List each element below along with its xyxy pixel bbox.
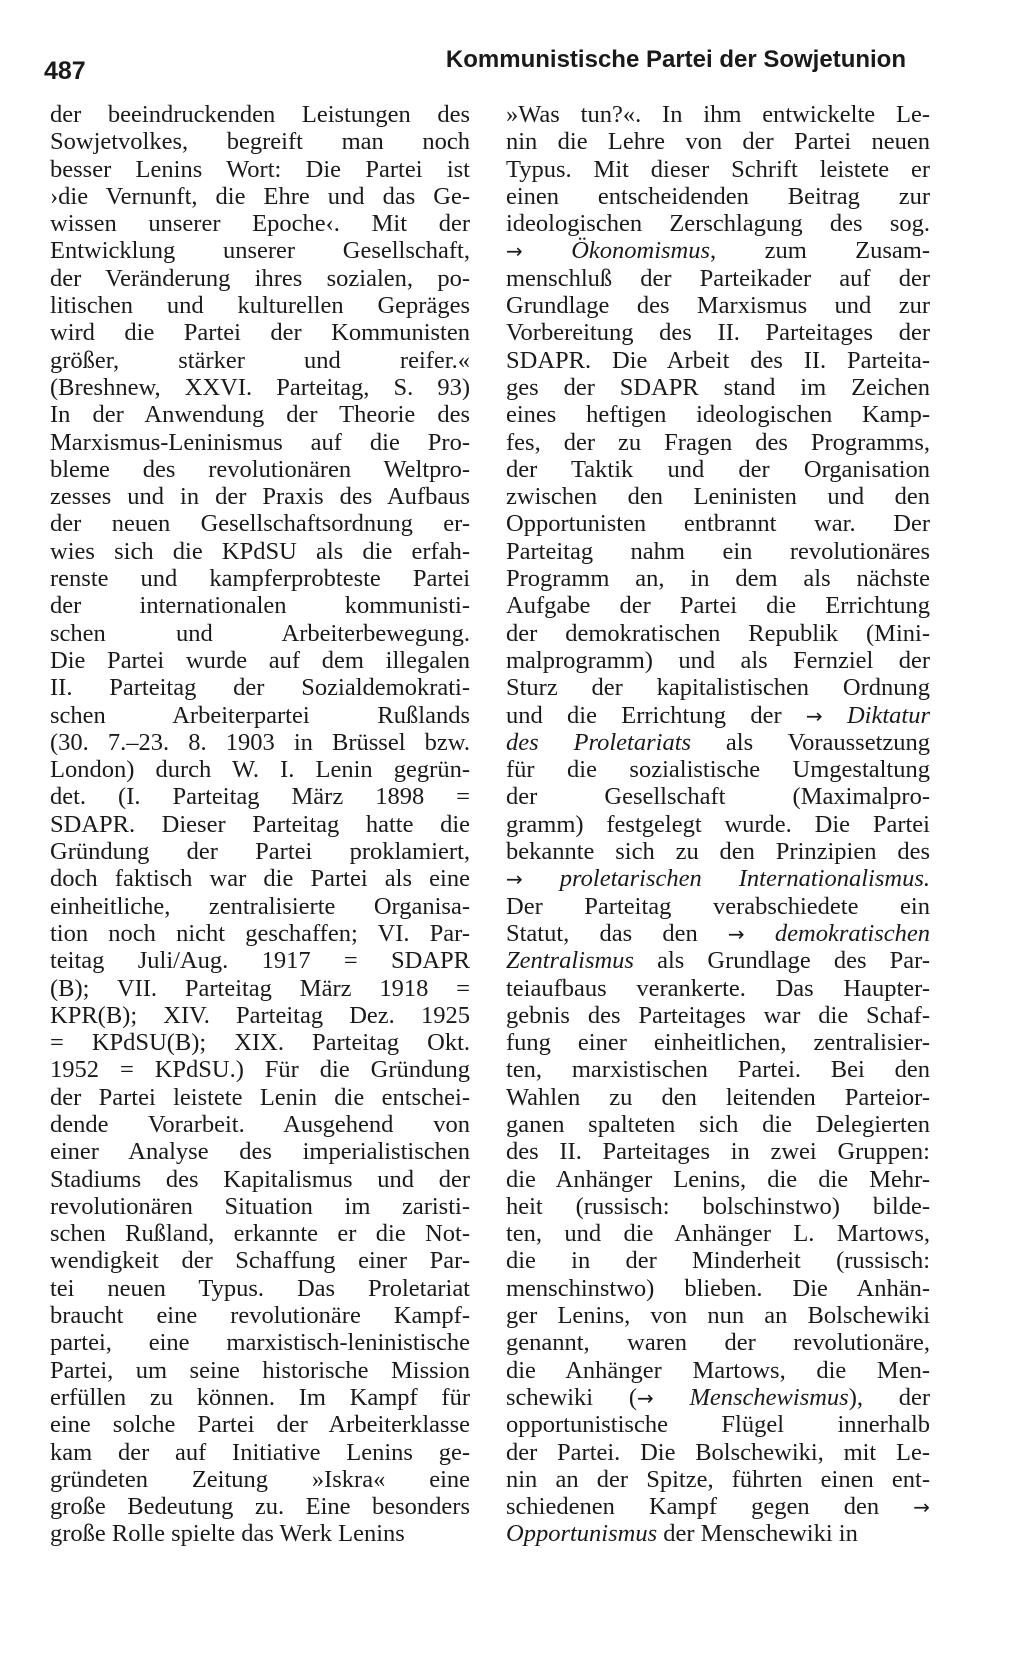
text-line bbox=[506, 1384, 930, 1411]
text-line bbox=[506, 920, 930, 947]
text-line bbox=[50, 783, 470, 810]
text-line bbox=[50, 1193, 470, 1220]
text-segment: »Was tun?«. In ihm entwickelte Le- bbox=[506, 101, 930, 128]
text-segment: größer, stärker und reifer.« bbox=[50, 346, 470, 374]
text-segment: der Partei. Die Bolschewiki, mit Le- bbox=[506, 1438, 930, 1466]
italic-term: des Proletariats bbox=[506, 728, 692, 756]
text-line bbox=[506, 401, 930, 428]
text-line bbox=[50, 729, 470, 756]
text-segment: wird die Partei der Kommunisten bbox=[50, 319, 470, 347]
text-line bbox=[50, 292, 470, 319]
text-segment: der neuen Gesellschaftsordnung er- bbox=[50, 510, 470, 538]
text-segment: einen entscheidenden Beitrag zur bbox=[506, 182, 930, 210]
text-line bbox=[50, 920, 470, 947]
text-segment: wissen unserer Epoche‹. Mit der bbox=[50, 210, 470, 238]
text-segment bbox=[523, 237, 571, 264]
text-line bbox=[506, 838, 930, 865]
text-line bbox=[506, 1002, 930, 1029]
text-segment: heit (russisch: bolschinstwo) bilde- bbox=[506, 1192, 930, 1220]
text-segment: fung einer einheitlichen, zentralisier- bbox=[506, 1029, 930, 1057]
running-head-title: Kommunistische Partei der Sowjetunion bbox=[445, 46, 906, 73]
text-segment: ten, und die Anhänger L. Martows, bbox=[506, 1220, 930, 1248]
text-line bbox=[50, 156, 470, 183]
text-line bbox=[506, 183, 930, 210]
text-segment: partei, eine marxistisch-leninistische bbox=[50, 1329, 470, 1357]
text-segment: KPR(B); XIV. Parteitag Dez. 1925 bbox=[50, 1001, 470, 1029]
text-line bbox=[50, 1329, 470, 1356]
text-segment: der Gesellschaft (Maximalpro- bbox=[506, 783, 930, 811]
text-line bbox=[50, 702, 470, 729]
text-line bbox=[50, 756, 470, 783]
text-segment: bekannte sich zu den Prinzipien des bbox=[506, 838, 930, 866]
text-segment: Programm an, in dem als nächste bbox=[506, 565, 930, 593]
text-segment: schen Rußland, erkannte er die Not- bbox=[50, 1220, 470, 1248]
text-line bbox=[50, 1302, 470, 1329]
cross-reference-arrow: → bbox=[727, 921, 745, 946]
text-line bbox=[506, 510, 930, 537]
text-segment: der Menschewiki in bbox=[657, 1520, 858, 1548]
text-line bbox=[506, 1439, 930, 1466]
text-line bbox=[506, 1084, 930, 1111]
text-line bbox=[50, 1056, 470, 1083]
text-segment: des II. Parteitages in zwei Gruppen: bbox=[506, 1138, 930, 1166]
text-segment: zesses und in der Praxis des Aufbaus bbox=[50, 483, 470, 511]
text-line bbox=[506, 1302, 930, 1329]
text-line bbox=[506, 1275, 930, 1302]
text-segment: Stadiums des Kapitalismus und der bbox=[50, 1165, 470, 1193]
text-segment: Parteitag nahm ein revolutionäres bbox=[506, 537, 930, 565]
text-segment: opportunistische Flügel innerhalb bbox=[506, 1411, 930, 1439]
text-line bbox=[50, 1384, 470, 1411]
text-segment: ten, marxistischen Partei. Bei den bbox=[506, 1056, 930, 1084]
text-line bbox=[50, 401, 470, 428]
text-line bbox=[50, 1466, 470, 1493]
text-line bbox=[506, 101, 930, 128]
text-segment: Vorbereitung des II. Parteitages der bbox=[506, 319, 930, 347]
text-segment: ges der SDAPR stand im Zeichen bbox=[506, 373, 930, 401]
text-segment: ›die Vernunft, die Ehre und das Ge- bbox=[50, 182, 470, 210]
text-segment: der internationalen kommunisti- bbox=[50, 592, 470, 620]
cross-reference-arrow: → bbox=[636, 1385, 654, 1410]
text-line bbox=[506, 128, 930, 155]
text-line bbox=[50, 647, 470, 674]
text-segment: schen Arbeiterpartei Rußlands bbox=[50, 701, 470, 729]
text-line bbox=[506, 1193, 930, 1220]
left-text-column bbox=[50, 101, 470, 1548]
text-segment: ), der bbox=[848, 1383, 931, 1411]
text-segment: tion noch nicht geschaffen; VI. Par- bbox=[50, 919, 470, 947]
text-segment bbox=[654, 1384, 690, 1411]
text-segment: und die Errichtung der bbox=[506, 701, 806, 729]
text-line bbox=[506, 319, 930, 346]
text-segment: Der Parteitag verabschiedete ein bbox=[506, 892, 930, 920]
text-line bbox=[50, 1439, 470, 1466]
text-line bbox=[506, 1166, 930, 1193]
text-line bbox=[50, 1002, 470, 1029]
text-segment: Statut, das den bbox=[506, 919, 728, 947]
text-segment: als Voraussetzung bbox=[691, 728, 931, 756]
text-segment: nin die Lehre von der Partei neuen bbox=[506, 128, 930, 156]
text-segment: nin an der Spitze, führten einen ent- bbox=[506, 1465, 930, 1493]
text-segment: Sturz der kapitalistischen Ordnung bbox=[506, 674, 930, 702]
text-line bbox=[506, 1411, 930, 1438]
text-line bbox=[50, 1138, 470, 1165]
text-segment: dende Vorarbeit. Ausgehend von bbox=[50, 1110, 470, 1138]
text-line bbox=[506, 1056, 930, 1083]
text-segment: SDAPR. Dieser Parteitag hatte die bbox=[50, 810, 470, 838]
text-line bbox=[506, 347, 930, 374]
cross-reference-arrow: → bbox=[506, 867, 523, 892]
text-line bbox=[50, 374, 470, 401]
text-segment: schen und Arbeiterbewegung. bbox=[50, 619, 470, 647]
text-segment: II. Parteitag der Sozialdemokrati- bbox=[50, 674, 470, 702]
text-segment bbox=[523, 865, 560, 892]
italic-term: proletarischen Internationalismus. bbox=[559, 865, 930, 893]
text-segment: schewiki ( bbox=[506, 1383, 637, 1411]
italic-term: Opportunismus bbox=[506, 1520, 658, 1548]
text-segment: der Taktik und der Organisation bbox=[506, 455, 930, 483]
text-segment: die Anhänger Lenins, die die Mehr- bbox=[506, 1165, 930, 1193]
text-segment: Marxismus-Leninismus auf die Pro- bbox=[50, 428, 470, 456]
text-segment: (Breshnew, XXVI. Parteitag, S. 93) bbox=[50, 373, 470, 401]
text-line bbox=[50, 1029, 470, 1056]
text-segment: Typus. Mit dieser Schrift leistete er bbox=[506, 155, 930, 183]
text-segment: Entwicklung unserer Gesellschaft, bbox=[50, 237, 470, 265]
text-segment: teitag Juli/Aug. 1917 = SDAPR bbox=[50, 947, 470, 975]
italic-term: Menschewismus bbox=[689, 1383, 849, 1411]
text-segment: Sowjetvolkes, begreift man noch bbox=[50, 128, 470, 156]
text-line bbox=[50, 510, 470, 537]
text-line bbox=[506, 893, 930, 920]
text-segment: schiedenen Kampf gegen den bbox=[506, 1493, 914, 1521]
text-segment bbox=[823, 702, 847, 729]
text-line bbox=[50, 975, 470, 1002]
text-line bbox=[506, 374, 930, 401]
italic-term: demokratischen bbox=[774, 919, 930, 947]
text-line bbox=[506, 975, 930, 1002]
text-segment: erfüllen zu können. Im Kampf für bbox=[50, 1383, 470, 1411]
text-line bbox=[506, 947, 930, 974]
text-segment: die in der Minderheit (russisch: bbox=[506, 1247, 930, 1275]
text-line bbox=[50, 429, 470, 456]
text-line bbox=[50, 1520, 470, 1547]
text-line bbox=[50, 1247, 470, 1274]
text-segment: eine solche Partei der Arbeiterklasse bbox=[50, 1411, 470, 1439]
text-segment: der demokratischen Republik (Mini- bbox=[506, 619, 930, 647]
text-line bbox=[50, 1411, 470, 1438]
text-line bbox=[506, 1493, 930, 1520]
text-line bbox=[506, 592, 930, 619]
text-line bbox=[506, 1029, 930, 1056]
text-line bbox=[50, 538, 470, 565]
text-line bbox=[50, 1357, 470, 1384]
text-segment: fes, der zu Fragen des Programms, bbox=[506, 428, 930, 456]
text-line bbox=[506, 647, 930, 674]
cross-reference-arrow: → bbox=[805, 703, 823, 728]
text-line bbox=[506, 1357, 930, 1384]
text-segment: kam der auf Initiative Lenins ge- bbox=[50, 1438, 470, 1466]
text-segment: besser Lenins Wort: Die Partei ist bbox=[50, 155, 470, 183]
cross-reference-arrow: → bbox=[913, 1495, 930, 1520]
text-line bbox=[506, 756, 930, 783]
text-segment: der beeindruckenden Leistungen des bbox=[50, 101, 470, 128]
text-segment: braucht eine revolutionäre Kampf- bbox=[50, 1302, 470, 1330]
text-line bbox=[50, 237, 470, 264]
text-segment: ganen spalteten sich die Delegierten bbox=[506, 1110, 930, 1138]
text-line bbox=[506, 265, 930, 292]
text-line bbox=[50, 1275, 470, 1302]
text-segment: zwischen den Leninisten und den bbox=[506, 483, 930, 511]
text-line bbox=[50, 1111, 470, 1138]
text-segment: (30. 7.–23. 8. 1903 in Brüssel bzw. bbox=[50, 728, 470, 756]
text-line bbox=[506, 1520, 930, 1547]
text-segment: Grundlage des Marxismus und zur bbox=[506, 292, 930, 320]
text-segment: menschinstwo) blieben. Die Anhän- bbox=[506, 1274, 930, 1302]
text-line bbox=[506, 1220, 930, 1247]
text-line bbox=[50, 183, 470, 210]
text-segment: SDAPR. Die Arbeit des II. Parteita- bbox=[506, 346, 930, 374]
text-segment: revolutionären Situation im zaristi- bbox=[50, 1192, 470, 1220]
text-line bbox=[506, 811, 930, 838]
text-line bbox=[506, 538, 930, 565]
text-line bbox=[50, 456, 470, 483]
text-line bbox=[50, 347, 470, 374]
text-line bbox=[50, 1220, 470, 1247]
text-segment: renste und kampferprobteste Partei bbox=[50, 565, 470, 593]
text-line bbox=[50, 128, 470, 155]
text-line bbox=[50, 319, 470, 346]
text-segment: litischen und kulturellen Gepräges bbox=[50, 292, 470, 320]
text-line bbox=[506, 1329, 930, 1356]
text-segment: tei neuen Typus. Das Proletariat bbox=[50, 1274, 470, 1302]
page-number: 487 bbox=[44, 57, 86, 85]
text-line bbox=[50, 565, 470, 592]
text-line bbox=[506, 702, 930, 729]
text-segment: Gründung der Partei proklamiert, bbox=[50, 838, 470, 866]
text-line bbox=[50, 838, 470, 865]
text-segment: einheitliche, zentralisierte Organisa- bbox=[50, 892, 470, 920]
italic-term: Zentralismus bbox=[506, 947, 634, 975]
text-line bbox=[50, 101, 470, 128]
text-segment: Opportunisten entbrannt war. Der bbox=[506, 510, 930, 538]
text-segment: = KPdSU(B); XIX. Parteitag Okt. bbox=[50, 1029, 470, 1057]
italic-term: Diktatur bbox=[846, 701, 930, 729]
text-segment: (B); VII. Parteitag März 1918 = bbox=[50, 974, 470, 1002]
text-segment: bleme des revolutionären Weltpro- bbox=[50, 455, 470, 483]
text-segment: als Grundlage des Par- bbox=[633, 947, 930, 975]
text-line bbox=[506, 210, 930, 237]
text-line bbox=[506, 156, 930, 183]
text-segment: London) durch W. I. Lenin gegrün- bbox=[50, 756, 470, 784]
text-line bbox=[50, 620, 470, 647]
text-line bbox=[50, 592, 470, 619]
text-segment: große Rolle spielte das Werk Lenins bbox=[50, 1520, 405, 1548]
text-line bbox=[506, 292, 930, 319]
text-line bbox=[506, 783, 930, 810]
text-segment: wies sich die KPdSU als die erfah- bbox=[50, 537, 470, 565]
text-segment: der Partei leistete Lenin die entschei- bbox=[50, 1083, 470, 1111]
text-line bbox=[50, 483, 470, 510]
text-segment: Aufgabe der Partei die Errichtung bbox=[506, 592, 930, 620]
italic-term: Ökonomismus bbox=[571, 237, 711, 265]
text-segment: genannt, waren der revolutionäre, bbox=[506, 1329, 930, 1357]
text-segment: teiaufbaus verankerte. Das Haupter- bbox=[506, 974, 930, 1002]
text-line bbox=[506, 1111, 930, 1138]
text-line bbox=[506, 674, 930, 701]
text-segment: gründeten Zeitung »Iskra« eine bbox=[50, 1465, 470, 1493]
right-text-column bbox=[506, 101, 930, 1548]
text-segment: gebnis des Parteitages war die Schaf- bbox=[506, 1001, 930, 1029]
text-segment: menschluß der Parteikader auf der bbox=[506, 264, 930, 292]
text-line bbox=[506, 237, 930, 264]
cross-reference-arrow: → bbox=[506, 239, 523, 264]
text-line bbox=[50, 1084, 470, 1111]
text-line bbox=[50, 893, 470, 920]
text-segment: große Bedeutung zu. Eine besonders bbox=[50, 1493, 470, 1521]
text-segment: ger Lenins, von nun an Bolschewiki bbox=[506, 1302, 930, 1330]
text-line bbox=[506, 429, 930, 456]
text-line bbox=[506, 565, 930, 592]
text-segment: 1952 = KPdSU.) Für die Gründung bbox=[50, 1056, 470, 1084]
text-line bbox=[50, 1493, 470, 1520]
text-line bbox=[50, 265, 470, 292]
text-segment: eines heftigen ideologischen Kamp- bbox=[506, 401, 930, 429]
text-segment: Partei, um seine historische Mission bbox=[50, 1356, 470, 1384]
text-segment: Wahlen zu den leitenden Parteior- bbox=[506, 1083, 930, 1111]
text-line bbox=[50, 210, 470, 237]
text-segment: Die Partei wurde auf dem illegalen bbox=[50, 646, 470, 674]
text-segment: In der Anwendung der Theorie des bbox=[50, 401, 470, 429]
text-line bbox=[506, 729, 930, 756]
text-segment: die Anhänger Martows, die Men- bbox=[506, 1356, 930, 1384]
text-segment: gramm) festgelegt wurde. Die Partei bbox=[506, 810, 930, 838]
text-line bbox=[506, 1138, 930, 1165]
text-line bbox=[50, 811, 470, 838]
text-line bbox=[50, 947, 470, 974]
text-segment: ideologischen Zerschlagung des sog. bbox=[506, 210, 930, 238]
text-line bbox=[506, 1466, 930, 1493]
text-segment: det. (I. Parteitag März 1898 = bbox=[50, 783, 470, 811]
text-segment: für die sozialistische Umgestaltung bbox=[506, 756, 930, 784]
text-line bbox=[506, 1247, 930, 1274]
text-segment: einer Analyse des imperialistischen bbox=[50, 1138, 470, 1166]
text-segment: , zum Zusam- bbox=[710, 237, 931, 265]
text-line bbox=[506, 456, 930, 483]
text-segment: doch faktisch war die Partei als eine bbox=[50, 865, 470, 893]
text-line bbox=[506, 483, 930, 510]
text-segment: wendigkeit der Schaffung einer Par- bbox=[50, 1247, 470, 1275]
text-line bbox=[506, 865, 930, 892]
text-line bbox=[50, 1166, 470, 1193]
text-line bbox=[506, 620, 930, 647]
text-segment bbox=[745, 920, 775, 947]
text-segment: malprogramm) und als Fernziel der bbox=[506, 646, 930, 674]
text-segment: der Veränderung ihres sozialen, po- bbox=[50, 264, 470, 292]
text-line bbox=[50, 674, 470, 701]
text-line bbox=[50, 865, 470, 892]
